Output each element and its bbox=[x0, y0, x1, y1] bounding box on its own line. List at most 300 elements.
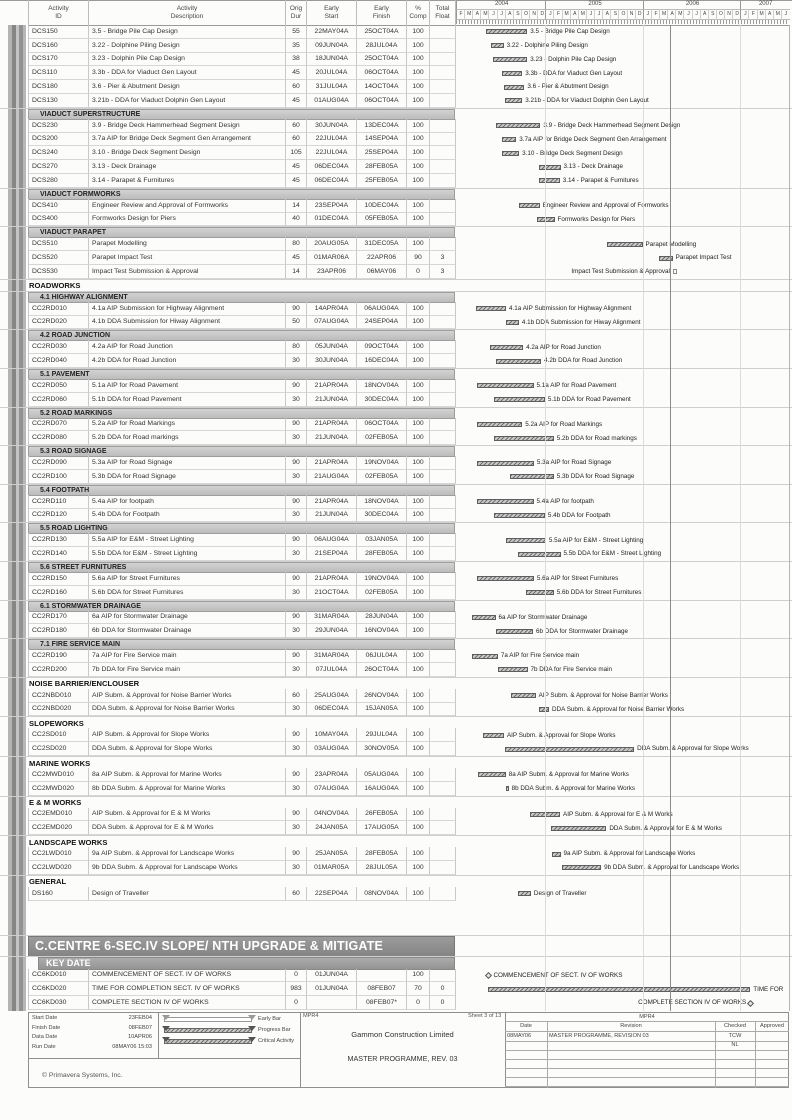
cell-activity-id: DCS410 bbox=[29, 199, 89, 213]
cell-early-start: 04NOV04A bbox=[307, 808, 357, 822]
cell-description: 3.10 - Bridge Deck Segment Design bbox=[89, 146, 286, 160]
cell-early-finish: 28JUL05A bbox=[357, 861, 407, 875]
task-row-cells bbox=[28, 847, 456, 861]
task-row-cells bbox=[28, 533, 456, 547]
cell-pct-comp: 100 bbox=[407, 379, 430, 393]
gantt-bar-label: 3.14 - Parapet & Furnitures bbox=[562, 177, 639, 185]
company-name: Gammon Construction Limited bbox=[351, 1030, 454, 1039]
cell-description: 5.4a AIP for footpath bbox=[89, 495, 286, 509]
col-header-line2: Finish bbox=[372, 12, 391, 20]
cell-description: 8b DDA Subm. & Approval for Marine Works bbox=[89, 782, 286, 796]
cell-total-float bbox=[430, 53, 456, 67]
cell-total-float bbox=[430, 354, 456, 368]
gantt-bar-label: 3.10 - Bridge Deck Segment Design bbox=[522, 149, 623, 157]
cell-early-start: 30JUN04A bbox=[307, 354, 357, 368]
gantt-bar bbox=[472, 654, 498, 659]
cell-orig-dur: 90 bbox=[286, 379, 307, 393]
gantt-bar bbox=[493, 57, 527, 62]
gantt-bar-label: DDA Subm. & Approval for E & M Works bbox=[609, 824, 722, 832]
cell-pct-comp: 100 bbox=[407, 470, 430, 484]
col-header-total-float bbox=[430, 0, 456, 25]
cell-total-float bbox=[430, 649, 456, 663]
gantt-bar bbox=[502, 137, 516, 142]
cell-early-finish: 06OCT04A bbox=[357, 418, 407, 432]
col-header-line1: Activity bbox=[48, 4, 69, 12]
cell-early-start: 21SEP04A bbox=[307, 547, 357, 561]
cell-early-finish: 30NOV05A bbox=[357, 742, 407, 756]
gantt-bar-label: 3.3b - DDA for Viaduct Gen Layout bbox=[525, 69, 623, 77]
cell-early-start: 05JUN04A bbox=[307, 340, 357, 354]
cell-early-finish: 06OCT04A bbox=[357, 66, 407, 80]
task-row-cells bbox=[28, 393, 456, 407]
cell-total-float bbox=[430, 728, 456, 742]
cell-early-start: 21APR04A bbox=[307, 456, 357, 470]
table-row bbox=[0, 133, 792, 147]
gantt-bar-label: 4.1a AIP Submission for Highway Alignment bbox=[509, 305, 632, 312]
gantt-bar-label: 3.7a AIP for Bridge Deck Segment Gen Arrangement bbox=[519, 135, 667, 143]
timeline-month-label: A bbox=[667, 9, 676, 20]
cell-early-start: 18JUN04A bbox=[307, 53, 357, 67]
task-row-cells bbox=[28, 66, 456, 80]
cell-early-finish: 30DEC04A bbox=[357, 509, 407, 523]
task-row-cells bbox=[28, 199, 456, 213]
section-label-title: GENERAL bbox=[29, 877, 67, 887]
col-header-line2: Start bbox=[324, 12, 339, 20]
cell-description: TIME FOR COMPLETION SECT. IV OF WORKS bbox=[89, 982, 286, 996]
cell-pct-comp: 100 bbox=[407, 302, 430, 316]
cell-early-start: 21APR04A bbox=[307, 572, 357, 586]
cell-description: Parapet Modelling bbox=[89, 237, 286, 251]
table-row bbox=[0, 887, 792, 901]
gantt-bar bbox=[486, 29, 527, 34]
cell-description: 3.3b - DDA for Viaduct Gen Layout bbox=[89, 66, 286, 80]
cell-early-finish: 10DEC04A bbox=[357, 199, 407, 213]
task-row-cells bbox=[28, 251, 456, 265]
cell-description: 8a AIP Subm. & Approval for Marine Works bbox=[89, 768, 286, 782]
timeline-month-label: D bbox=[732, 9, 741, 20]
year-gridline bbox=[789, 25, 790, 1011]
cell-activity-id: DCS160 bbox=[29, 39, 89, 53]
cell-total-float bbox=[430, 808, 456, 822]
gantt-bar-label: 6b DDA for Stormwater Drainage bbox=[536, 627, 629, 635]
cell-activity-id: CC2SD010 bbox=[29, 728, 89, 742]
gantt-bar bbox=[494, 397, 545, 402]
cell-early-finish: 28JUN04A bbox=[357, 611, 407, 625]
gantt-bar-label: 4.2a AIP for Road Junction bbox=[526, 343, 601, 351]
cell-early-finish: 17AUG05A bbox=[357, 821, 407, 835]
task-row-cells bbox=[28, 237, 456, 251]
cell-total-float bbox=[430, 379, 456, 393]
cell-total-float bbox=[430, 768, 456, 782]
cell-total-float bbox=[430, 969, 456, 983]
cell-pct-comp: 100 bbox=[407, 495, 430, 509]
section-label-title: LANDSCAPE WORKS bbox=[29, 837, 108, 847]
table-header bbox=[28, 0, 456, 26]
gantt-bar-label: Formworks Design for Piers bbox=[557, 215, 636, 223]
cell-early-start: 25JAN05A bbox=[307, 847, 357, 861]
table-row bbox=[0, 251, 792, 265]
table-row bbox=[0, 782, 792, 796]
cell-early-finish: 16NOV04A bbox=[357, 624, 407, 638]
cell-total-float bbox=[430, 199, 456, 213]
timeline-month-label: A bbox=[700, 9, 709, 20]
col-header-line2: ID bbox=[55, 12, 62, 20]
timeline-month-label: J bbox=[488, 9, 497, 20]
cell-orig-dur: 45 bbox=[286, 94, 307, 108]
table-row bbox=[0, 302, 792, 316]
task-row-cells bbox=[28, 302, 456, 316]
cell-pct-comp: 100 bbox=[407, 316, 430, 330]
timeline-month-label: J bbox=[586, 9, 595, 20]
gantt-bar bbox=[502, 71, 523, 76]
table-row bbox=[0, 80, 792, 94]
timeline-month-label: M bbox=[659, 9, 668, 20]
legend-item bbox=[164, 1015, 298, 1025]
cell-pct-comp: 100 bbox=[407, 533, 430, 547]
cell-early-finish: 03JAN05A bbox=[357, 533, 407, 547]
table-row bbox=[0, 611, 792, 625]
cell-total-float bbox=[430, 611, 456, 625]
revision-cell: TCW bbox=[728, 1033, 742, 1039]
cell-early-finish: 08FEB07 bbox=[357, 982, 407, 996]
cell-pct-comp: 90 bbox=[407, 251, 430, 265]
revision-table bbox=[505, 1012, 789, 1088]
gantt-bar bbox=[607, 242, 642, 247]
cell-total-float bbox=[430, 663, 456, 677]
cell-early-start: 21OCT04A bbox=[307, 586, 357, 600]
gantt-bar bbox=[526, 590, 554, 595]
table-row bbox=[0, 456, 792, 470]
timeline-month-label: N bbox=[529, 9, 538, 20]
cell-pct-comp: 100 bbox=[407, 237, 430, 251]
cell-description: 4.2b DDA for Road Junction bbox=[89, 354, 286, 368]
cell-activity-id: DCS230 bbox=[29, 119, 89, 133]
table-row bbox=[0, 624, 792, 638]
cell-early-start: 07AUG04A bbox=[307, 316, 357, 330]
table-row bbox=[0, 146, 792, 160]
cell-description: 5.3a AIP for Road Signage bbox=[89, 456, 286, 470]
table-row bbox=[0, 586, 792, 600]
cell-early-start: 22JUL04A bbox=[307, 133, 357, 147]
table-row bbox=[0, 94, 792, 108]
timeline-month-label: J bbox=[781, 9, 790, 20]
footer-date-value: 10APR06 bbox=[128, 1034, 152, 1040]
timeline-month-label: A bbox=[472, 9, 481, 20]
legend-bar-sample bbox=[164, 1039, 252, 1044]
cell-early-finish: 08FEB07* bbox=[357, 996, 407, 1010]
section-label-band: 7.1 FIRE SERVICE MAIN bbox=[28, 639, 455, 650]
cell-activity-id: CC2RD040 bbox=[29, 354, 89, 368]
cell-pct-comp: 100 bbox=[407, 663, 430, 677]
task-row-cells bbox=[28, 821, 456, 835]
task-row-cells bbox=[28, 547, 456, 561]
cell-early-finish: 28JUL04A bbox=[357, 39, 407, 53]
cell-pct-comp: 100 bbox=[407, 547, 430, 561]
cell-orig-dur: 30 bbox=[286, 586, 307, 600]
table-row bbox=[0, 509, 792, 523]
cell-pct-comp: 100 bbox=[407, 847, 430, 861]
timeline-month-label: M bbox=[562, 9, 571, 20]
gantt-bar bbox=[477, 422, 522, 427]
table-row bbox=[0, 808, 792, 822]
cell-early-finish: 16DEC04A bbox=[357, 354, 407, 368]
gantt-bar bbox=[483, 733, 504, 738]
cell-total-float bbox=[430, 470, 456, 484]
cell-orig-dur: 90 bbox=[286, 649, 307, 663]
col-header-line1: Early bbox=[374, 4, 389, 12]
cell-orig-dur: 90 bbox=[286, 572, 307, 586]
cell-activity-id: CC2SD020 bbox=[29, 742, 89, 756]
year-gridline bbox=[740, 25, 741, 1011]
section-label-band: 5.6 STREET FURNITURES bbox=[28, 562, 455, 573]
cell-activity-id: DCS130 bbox=[29, 94, 89, 108]
task-row-cells bbox=[28, 808, 456, 822]
cell-pct-comp: 0 bbox=[407, 265, 430, 279]
cell-early-finish: 26OCT04A bbox=[357, 663, 407, 677]
cell-pct-comp: 100 bbox=[407, 509, 430, 523]
cell-early-start: 06DEC04A bbox=[307, 174, 357, 188]
cell-activity-id: CC2NBD010 bbox=[29, 689, 89, 703]
cell-early-start: 22SEP04A bbox=[307, 887, 357, 901]
section-label-keyband: KEY DATE bbox=[38, 957, 455, 970]
gantt-bar bbox=[502, 151, 519, 156]
timeline-month-label: J bbox=[594, 9, 603, 20]
cell-description: AIP Subm. & Approval for E & M Works bbox=[89, 808, 286, 822]
timeline-month-label: A bbox=[505, 9, 514, 20]
col-header-early-finish bbox=[357, 0, 407, 25]
cell-activity-id: CC6KD020 bbox=[29, 982, 89, 996]
cell-description: 3.9 - Bridge Deck Hammerhead Segment Design bbox=[89, 119, 286, 133]
cell-activity-id: CC2RD190 bbox=[29, 649, 89, 663]
cell-description: Impact Test Submission & Approval bbox=[89, 265, 286, 279]
timeline-month-label: F bbox=[651, 9, 660, 20]
cell-activity-id: CC2EMD020 bbox=[29, 821, 89, 835]
gantt-bar bbox=[659, 256, 673, 261]
cell-activity-id: CC2RD160 bbox=[29, 586, 89, 600]
cell-early-start: 14APR04A bbox=[307, 302, 357, 316]
cell-orig-dur: 45 bbox=[286, 251, 307, 265]
gantt-bar-label: 5.1b DDA for Road Pavement bbox=[547, 396, 631, 403]
cell-pct-comp: 100 bbox=[407, 624, 430, 638]
cell-early-start: 25AUG04A bbox=[307, 689, 357, 703]
timeline-year-label: 2007 bbox=[740, 1, 790, 9]
timeline-month-label: J bbox=[545, 9, 554, 20]
task-row-cells bbox=[28, 456, 456, 470]
col-header-line2: Comp bbox=[409, 12, 427, 20]
gantt-bar-label: 9b DDA Subm. & Approval for Landscape Works bbox=[604, 864, 740, 872]
footer-divider bbox=[300, 1012, 301, 1088]
section-label-title: NOISE BARRIER/ENCLOUSER bbox=[29, 679, 140, 689]
gantt-bar-label: 3.22 - Dolphine Piling Design bbox=[506, 42, 588, 49]
cell-early-start: 01JUN04A bbox=[307, 969, 357, 983]
cell-orig-dur: 60 bbox=[286, 80, 307, 94]
cell-orig-dur: 30 bbox=[286, 742, 307, 756]
cell-orig-dur: 50 bbox=[286, 316, 307, 330]
cell-description: COMMENCEMENT OF SECT. IV OF WORKS bbox=[89, 969, 286, 983]
table-row bbox=[0, 470, 792, 484]
legend-bar-end bbox=[162, 1026, 170, 1031]
cell-orig-dur: 60 bbox=[286, 133, 307, 147]
cell-orig-dur: 30 bbox=[286, 547, 307, 561]
cell-description: 5.1b DDA for Road Pavement bbox=[89, 393, 286, 407]
titleblock-code: MPR4 bbox=[303, 1013, 319, 1019]
timeline-month-label: O bbox=[521, 9, 530, 20]
cell-early-start: 07AUG04A bbox=[307, 782, 357, 796]
gantt-bar-label: 5.2a AIP for Road Markings bbox=[525, 420, 603, 428]
task-row-cells bbox=[28, 160, 456, 174]
task-row-cells bbox=[28, 887, 456, 901]
legend-bar-end bbox=[248, 1026, 256, 1031]
cell-early-finish: 09OCT04A bbox=[357, 340, 407, 354]
cell-pct-comp: 100 bbox=[407, 80, 430, 94]
task-row-cells bbox=[28, 133, 456, 147]
cell-early-finish: 18NOV04A bbox=[357, 379, 407, 393]
cell-total-float bbox=[430, 782, 456, 796]
table-row bbox=[0, 495, 792, 509]
gantt-bar-label: DDA Subm. & Approval for Noise Barrier Works bbox=[552, 705, 685, 713]
task-row-cells bbox=[28, 470, 456, 484]
section-label-title: E & M WORKS bbox=[29, 798, 82, 808]
cell-description: 6b DDA for Stormwater Drainage bbox=[89, 624, 286, 638]
task-row-cells bbox=[28, 119, 456, 133]
timeline-month-label: F bbox=[748, 9, 757, 20]
timeline-month-label: F bbox=[553, 9, 562, 20]
gantt-bar-label: AIP Subm. & Approval for Slope Works bbox=[506, 731, 616, 739]
cell-orig-dur: 105 bbox=[286, 146, 307, 160]
table-row bbox=[0, 160, 792, 174]
cell-activity-id: CC2RD030 bbox=[29, 340, 89, 354]
cell-pct-comp: 100 bbox=[407, 25, 430, 39]
cell-early-finish: 30DEC04A bbox=[357, 393, 407, 407]
cell-total-float bbox=[430, 316, 456, 330]
cell-activity-id: CC2RD060 bbox=[29, 393, 89, 407]
cell-description: DDA Subm. & Approval for Noise Barrier Works bbox=[89, 703, 286, 717]
cell-activity-id: CC2RD120 bbox=[29, 509, 89, 523]
cell-early-start: 01DEC04A bbox=[307, 213, 357, 227]
section-row bbox=[0, 935, 792, 957]
cell-early-start: 21APR04A bbox=[307, 379, 357, 393]
cell-pct-comp: 100 bbox=[407, 887, 430, 901]
cell-pct-comp: 100 bbox=[407, 393, 430, 407]
cell-early-start: 07JUL04A bbox=[307, 663, 357, 677]
cell-early-start: 31MAR04A bbox=[307, 611, 357, 625]
task-row-cells bbox=[28, 624, 456, 638]
cell-total-float bbox=[430, 340, 456, 354]
cell-total-float bbox=[430, 39, 456, 53]
gantt-bar bbox=[477, 461, 533, 466]
cell-early-start bbox=[307, 996, 357, 1010]
section-label-band: 5.2 ROAD MARKINGS bbox=[28, 408, 455, 419]
gantt-bar-label: 5.5a AIP for E&M - Street Lighting bbox=[548, 536, 644, 544]
cell-orig-dur: 0 bbox=[286, 996, 307, 1010]
timeline-month-label: M bbox=[480, 9, 489, 20]
table-row bbox=[0, 25, 792, 39]
gantt-bar-label: 3.21b - DDA for Viaduct Dolphin Gen Layout bbox=[525, 97, 649, 105]
cell-activity-id: DCS400 bbox=[29, 213, 89, 227]
cell-total-float bbox=[430, 586, 456, 600]
cell-activity-id: DCS150 bbox=[29, 25, 89, 39]
cell-orig-dur: 90 bbox=[286, 728, 307, 742]
table-row bbox=[0, 431, 792, 445]
gantt-bar bbox=[511, 693, 536, 698]
cell-orig-dur: 30 bbox=[286, 393, 307, 407]
gantt-bar-label: 5.4b DDA for Footpath bbox=[547, 511, 611, 519]
cell-early-finish bbox=[357, 969, 407, 983]
cell-description: Engineer Review and Approval of Formworks bbox=[89, 199, 286, 213]
gantt-bar-label: 3.5 - Bridge Pile Cap Design bbox=[530, 28, 610, 36]
gantt-bar bbox=[496, 123, 540, 128]
gantt-bar-label: 5.4a AIP for footpath bbox=[536, 498, 594, 505]
task-row-cells bbox=[28, 996, 456, 1010]
section-label-band: 5.5 ROAD LIGHTING bbox=[28, 523, 455, 534]
cell-description: DDA Subm. & Approval for E & M Works bbox=[89, 821, 286, 835]
cell-early-finish: 02FEB05A bbox=[357, 470, 407, 484]
cell-early-start: 29JUN04A bbox=[307, 624, 357, 638]
gantt-bar-label: COMMENCEMENT OF SECT. IV OF WORKS bbox=[493, 971, 623, 979]
gantt-bar bbox=[673, 269, 677, 274]
gantt-bar-label: AIP Subm. & Approval for Noise Barrier Works bbox=[538, 692, 668, 699]
task-row-cells bbox=[28, 213, 456, 227]
cell-early-start: 23SEP04A bbox=[307, 199, 357, 213]
cell-pct-comp: 100 bbox=[407, 742, 430, 756]
gantt-bar bbox=[477, 576, 533, 581]
section-label-band: 4.2 ROAD JUNCTION bbox=[28, 330, 455, 341]
col-header-line1: Orig bbox=[289, 4, 303, 12]
cell-early-finish: 06JUL04A bbox=[357, 649, 407, 663]
cell-orig-dur: 90 bbox=[286, 611, 307, 625]
cell-orig-dur: 40 bbox=[286, 213, 307, 227]
task-row-cells bbox=[28, 418, 456, 432]
cell-pct-comp: 70 bbox=[407, 982, 430, 996]
gantt-bar-label: 9a AIP Subm. & Approval for Landscape Works bbox=[563, 850, 696, 858]
task-row-cells bbox=[28, 146, 456, 160]
cell-description: 4.1b DDA Submission for Hiway Alignment bbox=[89, 316, 286, 330]
cell-early-finish: 28FEB05A bbox=[357, 160, 407, 174]
footer-divider-h bbox=[28, 1058, 300, 1059]
gantt-bar bbox=[506, 538, 546, 543]
cell-activity-id: CC2RD110 bbox=[29, 495, 89, 509]
cell-activity-id: DCS240 bbox=[29, 146, 89, 160]
gantt-bar-label: 5.1a AIP for Road Pavement bbox=[536, 382, 617, 390]
cell-activity-id: DCS510 bbox=[29, 237, 89, 251]
table-row bbox=[0, 340, 792, 354]
revision-cell: NL bbox=[731, 1042, 739, 1048]
cell-early-finish: 19NOV04A bbox=[357, 572, 407, 586]
section-label-band: 5.1 PAVEMENT bbox=[28, 369, 455, 380]
gantt-bar bbox=[472, 615, 496, 620]
cell-total-float bbox=[430, 887, 456, 901]
cell-early-start: 20JUL04A bbox=[307, 66, 357, 80]
gantt-bar bbox=[476, 306, 506, 311]
cell-early-start: 30JUN04A bbox=[307, 119, 357, 133]
cell-description: 5.6b DDA for Street Furnitures bbox=[89, 586, 286, 600]
gantt-bar bbox=[551, 826, 606, 831]
cell-total-float bbox=[430, 25, 456, 39]
gantt-bar-label: 3.9 - Bridge Deck Hammerhead Segment Design bbox=[543, 122, 681, 129]
gantt-bar bbox=[504, 85, 524, 90]
cell-pct-comp: 100 bbox=[407, 768, 430, 782]
revision-vline bbox=[547, 1021, 548, 1088]
table-row bbox=[0, 728, 792, 742]
gantt-bar-label: 5.6a AIP for Street Furnitures bbox=[536, 575, 619, 583]
col-header-activity-id bbox=[29, 0, 89, 25]
cell-pct-comp: 100 bbox=[407, 969, 430, 983]
cell-activity-id: CC2RD090 bbox=[29, 456, 89, 470]
cell-total-float bbox=[430, 146, 456, 160]
cell-orig-dur: 14 bbox=[286, 199, 307, 213]
cell-activity-id: CC2LWD020 bbox=[29, 861, 89, 875]
col-header-description bbox=[89, 0, 286, 25]
